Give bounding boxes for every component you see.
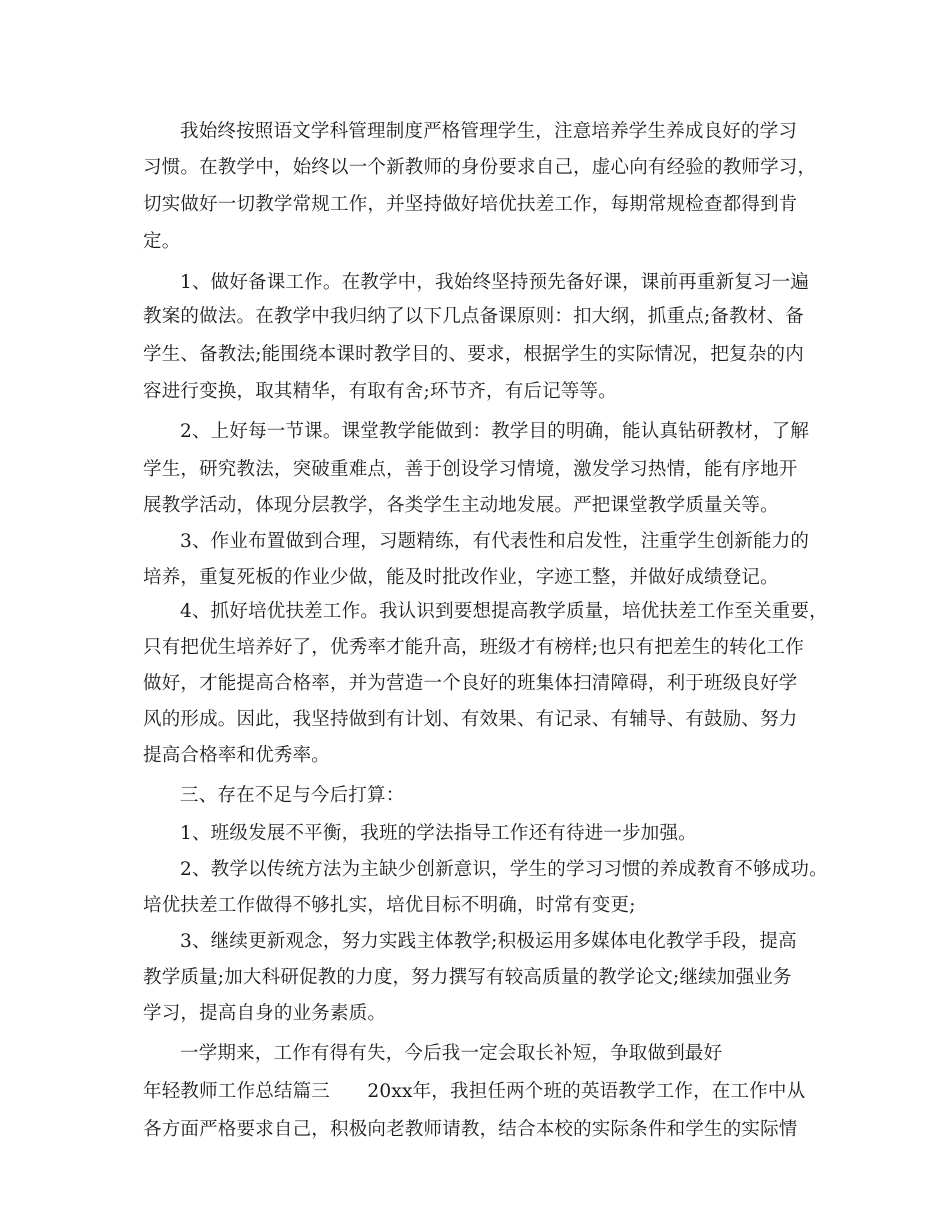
text-line: 一学期来，工作有得有失，今后我一定会取长补短，争取做到最好 [180,1043,723,1064]
text-line: 我始终按照语文学科管理制度严格管理学生，注意培养学生养成良好的学习 [180,121,798,142]
text-line: 展教学活动，体现分层教学，各类学生主动地发展。严把课堂教学质量关等。 [143,495,779,516]
text-line: 学生、备教法;能围绕本课时教学目的、要求，根据学生的实际情况，把复杂的内 [143,344,804,365]
text-line: 3、继续更新观念，努力实践主体教学;积极运用多媒体电化教学手段，提高 [180,931,797,952]
text-line: 2、教学以传统方法为主缺少创新意识，学生的学习习惯的养成教育不够成功。 [180,859,828,880]
text-line: 2、上好每一节课。课堂教学能做到：教学目的明确，能认真钻研教材，了解 [180,421,810,442]
text-line: 4、抓好培优扶差工作。我认识到要想提高教学质量，培优扶差工作至关重要， [180,601,828,622]
text-line: 各方面严格要求自己，积极向老教师请教，结合本校的实际条件和学生的实际情 [143,1119,798,1140]
text-line: 三、存在不足与今后打算： [180,785,405,806]
text-line: 容进行变换，取其精华，有取有舍;环节齐，有后记等等。 [143,381,617,402]
text-line: 3、作业布置做到合理，习题精练，有代表性和启发性，注重学生创新能力的 [180,531,810,552]
text-line: 培优扶差工作做得不够扎实，培优目标不明确，时常有变更; [143,895,636,916]
text-line: 1、班级发展不平衡，我班的学法指导工作还有待进一步加强。 [180,823,697,844]
text-line: 1、做好备课工作。在教学中，我始终坚持预先备好课，课前再重新复习一遍 [180,272,810,293]
text-line: 定。 [143,231,181,252]
text-line: 提高合格率和优秀率。 [143,745,331,766]
text-line: 做好，才能提高合格率，并为营造一个良好的班集体扫清障碍，利于班级良好学 [143,673,798,694]
text-line: 只有把优生培养好了，优秀率才能升高，班级才有榜样;也只有把差生的转化工作 [143,637,804,658]
text-line: 学生，研究教法，突破重难点，善于创设学习情境，激发学习热情，能有序地开 [143,459,798,480]
text-line: 教学质量;加大科研促教的力度，努力撰写有较高质量的教学论文;继续加强业务 [143,967,792,988]
text-line: 学习，提高自身的业务素质。 [143,1003,387,1024]
text-line: 年轻教师工作总结篇三 20xx年，我担任两个班的英语教学工作，在工作中从 [143,1081,806,1102]
text-line: 习惯。在教学中，始终以一个新教师的身份要求自己，虚心向有经验的教师学习， [143,157,817,178]
text-line: 风的形成。因此，我坚持做到有计划、有效果、有记录、有辅导、有鼓励、努力 [143,709,798,730]
text-line: 培养，重复死板的作业少做，能及时批改作业，字迹工整，并做好成绩登记。 [143,567,779,588]
text-line: 切实做好一切教学常规工作，并坚持做好培优扶差工作，每期常规检查都得到肯 [143,194,798,215]
text-line: 教案的做法。在教学中我归纳了以下几点备课原则：扣大纲，抓重点;备教材、备 [143,306,804,327]
